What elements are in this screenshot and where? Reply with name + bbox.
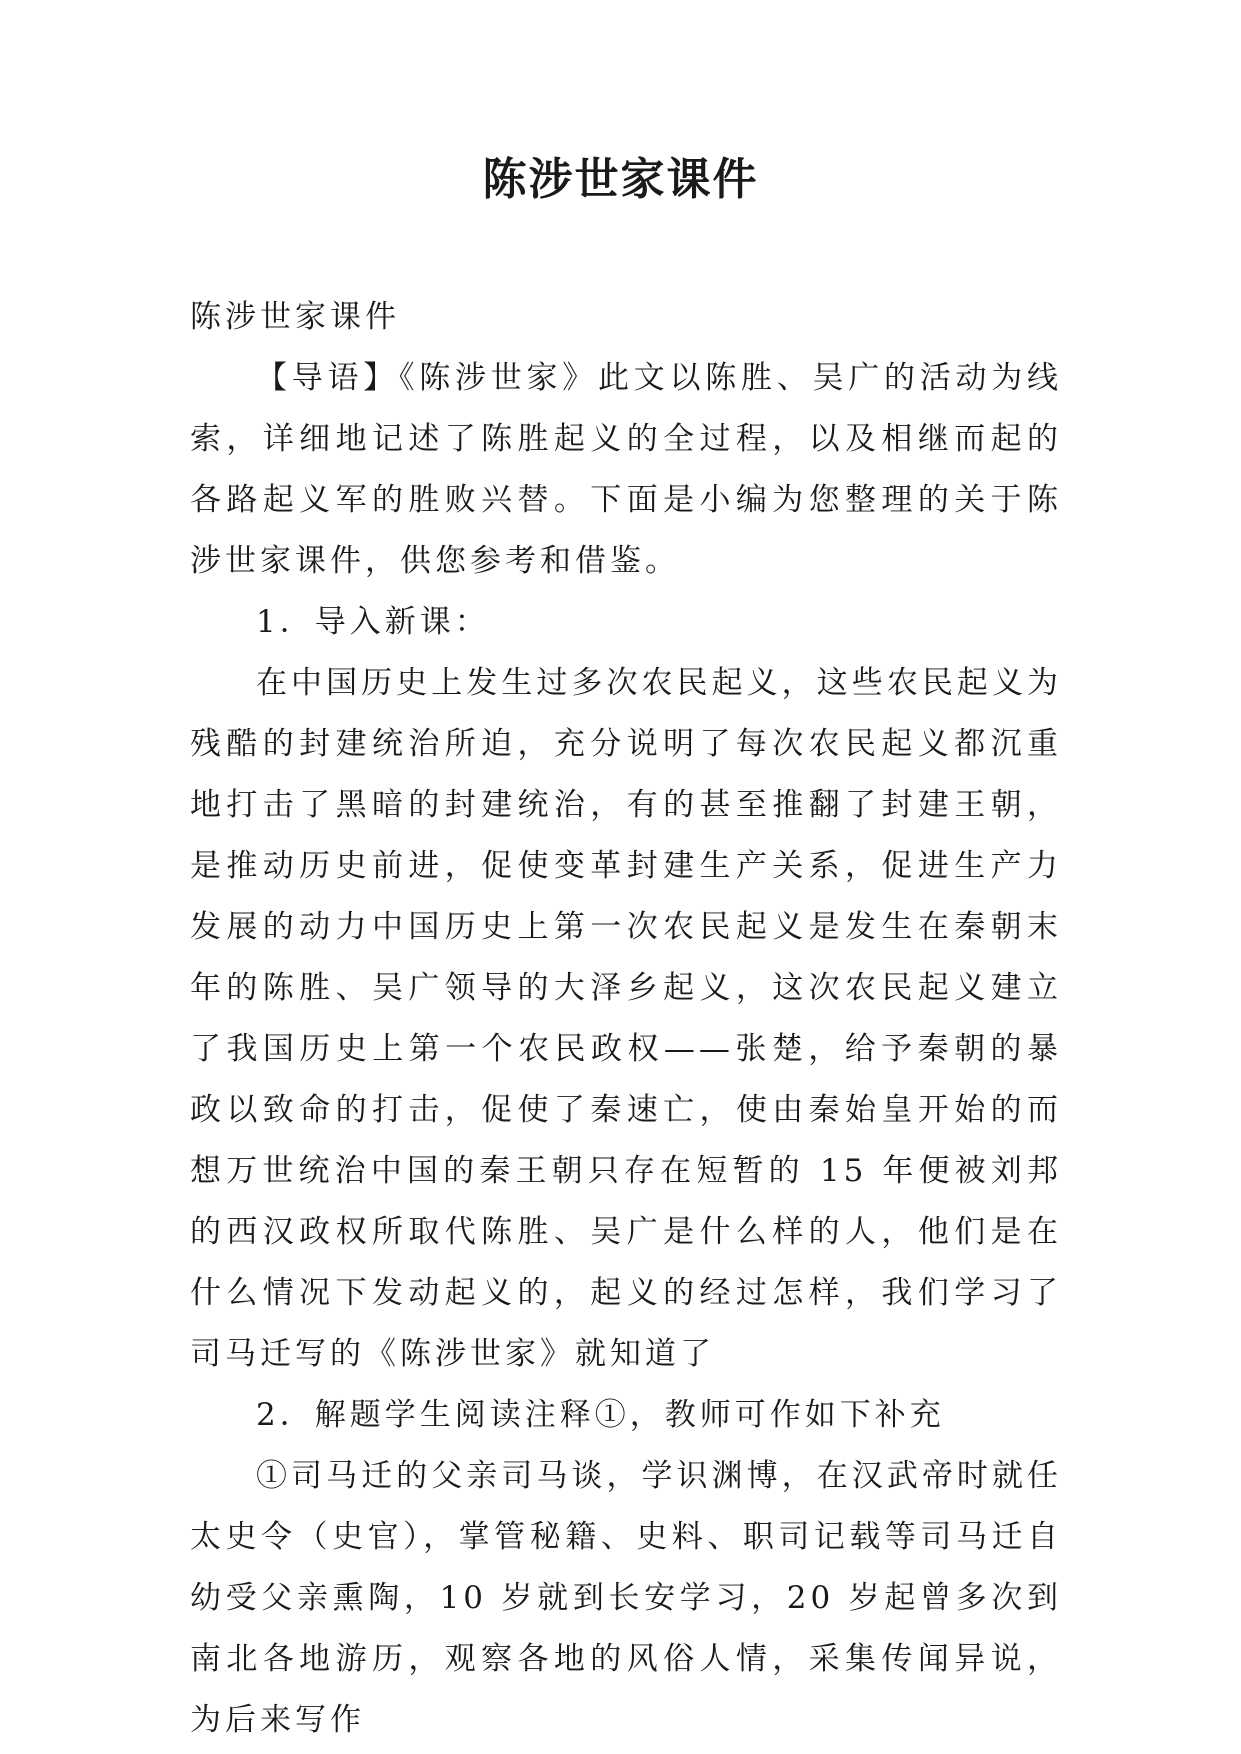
paragraph-note: ①司马迁的父亲司马谈，学识渊博，在汉武帝时就任太史令（史官），掌管秘籍、史料、职司记载等司马迁自幼受父亲熏陶，10 岁就到长安学习，20 岁起曾多次到南北各地游历，观察各地的风俗人情，采集传闻异说，为后来写作: [190, 1458, 1062, 1738]
paragraph-section-2: 2．解题学生阅读注释①，教师可作如下补充: [256, 1397, 945, 1433]
paragraph-intro: 【导语】《陈涉世家》此文以陈胜、吴广的活动为线索，详细地记述了陈胜起义的全过程，以及相继而起的各路起义军的胜败兴替。下面是小编为您整理的关于陈涉世家课件，供您参考和借鉴。: [190, 360, 1062, 579]
document-title: 陈涉世家课件: [482, 154, 759, 205]
document-body: [190, 287, 1062, 1751]
paragraph-section-1: 1．导入新课：: [256, 604, 490, 640]
paragraph-history: 在中国历史上发生过多次农民起义，这些农民起义为残酷的封建统治所迫，充分说明了每次农民起义都沉重地打击了黑暗的封建统治，有的甚至推翻了封建王朝，是推动历史前进，促使变革封建生产关系，促进生产力发展的动力中国历史上第一次农民起义是发生在秦朝末年的陈胜、吴广领导的大泽乡起义，这次农民起义建立了我国历史上第一个农民政权——张楚，给予秦朝的暴政以致命的打击，促使了秦速亡，使由秦始皇开始的而想万世统治中国的秦王朝只存在短暂的 15 年便被刘邦的西汉政权所取代陈胜、吴广是什么样的人，他们是在什么情况下发动起义的，起义的经过怎样，我们学习了司马迁写的《陈涉世家》就知道了: [190, 665, 1062, 1372]
paragraph-heading: 陈涉世家课件: [190, 299, 400, 335]
